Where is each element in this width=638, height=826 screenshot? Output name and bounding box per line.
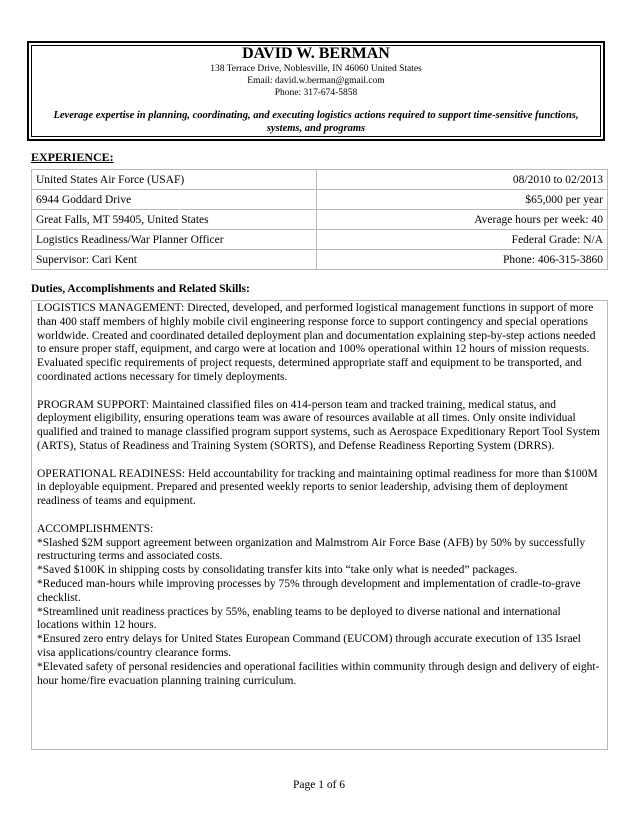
address: 138 Terrace Drive, Noblesville, IN 46060 United States	[210, 64, 422, 74]
operational-readiness-paragraph: OPERATIONAL READINESS: Held accountability for tracking and maintaining optimal readiness for more than $100M in deployable equipment. Prepared and presented weekly reports to senior leadership, advising them of deployment readiness of teams and equipment.	[37, 467, 598, 508]
duties-box	[31, 300, 608, 750]
phone: Phone: 317-674-5858	[274, 88, 358, 98]
candidate-name: DAVID W. BERMAN	[242, 45, 390, 62]
list-item: *Streamlined unit readiness practices by 55%, enabling teams to be deployed to diverse national and international locations within 12 hours.	[37, 605, 561, 632]
list-item: *Ensured zero entry delays for United States European Command (EUCOM) through accurate execution of 135 Israel visa applications/country clearance forms.	[37, 633, 581, 659]
employer-city: Great Falls, MT 59405, United States	[32, 210, 317, 230]
experience-heading: EXPERIENCE:	[31, 150, 114, 164]
logistics-paragraph: LOGISTICS MANAGEMENT: Directed, developed, and performed logistical management functions in support of more than 400 staff members of highly mobile civil engineering response force to support contingency and special operations worldwide. Created and coordinated detailed deployment plan and documentation explaining step-by-step actions needed to ensure proper staff, equipment, and cargo were at location and 100% operational within 12 hours of mission requests. Evaluated specific requirements of project requests, determined appropriate staff and equipment to be transported, and coordinated actions necessary for timely deployments.	[37, 302, 596, 383]
program-support-paragraph: PROGRAM SUPPORT: Maintained classified files on 414-person team and tracked training, medical status, and deployment eligibility, ensuring operations team was aware of resources available at all times. Only onsite individual qualified and trained to manage classified program support systems, such as Aerospace Expeditionary Report Tool System (ARTS), Status of Readiness and Training System (SORTS), and Defense Readiness Reporting System (DRRS).	[37, 398, 600, 452]
supervisor-phone: Phone: 406-315-3860	[317, 250, 608, 270]
table-row	[32, 250, 608, 270]
resume-header	[27, 41, 605, 141]
list-item: *Reduced man-hours while improving processes by 75% through development and implementation of cradle-to-grave checklist.	[37, 577, 581, 604]
list-item: *Slashed $2M support agreement between organization and Malmstrom Air Force Base (AFB) by 50% by successfully restructuring terms and associated costs.	[37, 536, 586, 563]
experience-table	[31, 169, 608, 270]
email: Email: david.w.berman@gmail.com	[247, 76, 385, 86]
list-item: *Elevated safety of personal residencies and operational facilities within community through design and delivery of eight-hour home/fire evacuation planning training curriculum.	[37, 660, 600, 687]
supervisor: Supervisor: Cari Kent	[32, 250, 317, 270]
salary: $65,000 per year	[317, 190, 608, 210]
table-row	[32, 170, 608, 190]
job-title: Logistics Readiness/War Planner Officer	[32, 230, 317, 250]
table-row	[32, 210, 608, 230]
duties-heading: Duties, Accomplishments and Related Skills:	[31, 283, 250, 295]
employment-dates: 08/2010 to 02/2013	[317, 170, 608, 190]
hours-per-week: Average hours per week: 40	[317, 210, 608, 230]
employer: United States Air Force (USAF)	[32, 170, 317, 190]
table-row	[32, 190, 608, 210]
accomplishments-heading: ACCOMPLISHMENTS:	[37, 522, 154, 535]
tagline: Leverage expertise in planning, coordinating, and executing logistics actions required to support time-sensitive functions, systems, and programs	[53, 110, 579, 134]
employer-street: 6944 Goddard Drive	[32, 190, 317, 210]
page-number: Page 1 of 6	[292, 779, 346, 791]
table-row	[32, 230, 608, 250]
list-item: *Saved $100K in shipping costs by consolidating transfer kits into “take only what is needed” packages.	[37, 564, 518, 577]
federal-grade: Federal Grade: N/A	[317, 230, 608, 250]
